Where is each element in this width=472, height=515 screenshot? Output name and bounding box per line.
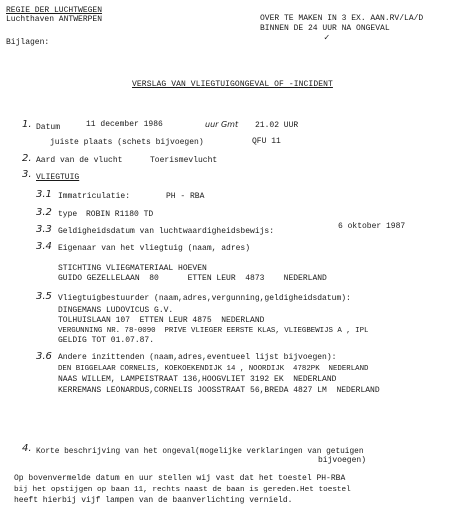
pilot-line-3: VERGUNNING NR. 78-0090 PRIVE VLIEGER EERSTE KLAS, VLIEGBEWIJS A , IPL — [58, 327, 369, 335]
place-label: juiste plaats (schets bijvoegen) — [50, 138, 204, 147]
section-3-3-number: 3.3 — [36, 224, 52, 235]
report-title: VERSLAG VAN VLIEGTUIGONGEVAL OF -INCIDENT — [132, 80, 333, 89]
section-3-number: 3. — [22, 169, 32, 180]
description-line-2: bij het opstijgen op baan 11, rechts naast de baan is gereden.Het toestel — [14, 486, 351, 494]
occupant-line-1: DEN BIGGELAAR CORNELIS, KOEKOEKENDIJK 14 , NOORDIJK 4782PK NEDERLAND — [58, 365, 369, 373]
pilot-line-2: TOLHUISLAAN 107 ETTEN LEUR 4875 NEDERLAND — [58, 316, 265, 325]
pilot-label: Vliegtuigbestuurder (naam,adres,vergunning,geldigheidsdatum): — [58, 294, 351, 303]
section-4-number: 4. — [22, 443, 32, 454]
registration-label: Immatriculatie: — [58, 192, 131, 201]
org-location: Luchthaven ANTWERPEN — [6, 15, 103, 24]
pilot-line-1: DINGEMANS LUDOVICUS G.V. — [58, 306, 174, 315]
time-label: uur Gmt — [205, 120, 239, 129]
section-3-2-number: 3.2 — [36, 207, 52, 218]
check-mark: ✓ — [324, 33, 330, 43]
description-line-1: Op bovenvermelde datum en uur stellen wij vast dat het toestel PH-RBA — [14, 474, 346, 483]
type-value: ROBIN R1180 TD — [86, 210, 154, 219]
submission-instructions-line2: BINNEN DE 24 UUR NA ONGEVAL — [260, 24, 390, 33]
airworthiness-value: 6 oktober 1987 — [338, 222, 406, 231]
aircraft-heading: VLIEGTUIG — [36, 173, 80, 182]
registration-value: PH - RBA — [166, 192, 205, 201]
section-3-1-number: 3.1 — [36, 189, 52, 200]
flight-type-label: Aard van de vlucht — [36, 156, 123, 165]
time-value: 21.02 UUR — [255, 121, 299, 130]
date-value: 11 december 1986 — [86, 120, 163, 129]
pilot-line-4: GELDIG TOT 01.07.87. — [58, 336, 155, 345]
section-3-4-number: 3.4 — [36, 241, 52, 252]
occupant-line-2: NAAS WILLEM, LAMPEISTRAAT 136,HOOGVLIET 3192 EK NEDERLAND — [58, 375, 337, 384]
org-name: REGIE DER LUCHTWEGEN — [6, 6, 103, 15]
flight-type-value: Toerismevlucht — [150, 156, 218, 165]
occupant-line-3: KERREMANS LEONARDUS,CORNELIS JOOSSTRAAT 56,BREDA 4827 LM NEDERLAND — [58, 386, 380, 395]
owner-label: Eigenaar van het vliegtuig (naam, adres) — [58, 244, 251, 253]
submission-instructions-line1: OVER TE MAKEN IN 3 EX. AAN.RV/LA/D — [260, 14, 424, 23]
section-3-6-number: 3.6 — [36, 351, 52, 362]
type-label: type — [58, 210, 78, 219]
airworthiness-label: Geldigheidsdatum van luchtwaardigheidsbewijs: — [58, 227, 275, 236]
attachments-label: Bijlagen: — [6, 38, 50, 47]
section-3-5-number: 3.5 — [36, 291, 52, 302]
occupants-label: Andere inzittenden (naam,adres,eventueel lijst bijvoegen): — [58, 353, 337, 362]
section-2-number: 2. — [22, 153, 32, 164]
owner-line-2: GUIDO GEZELLELAAN 80 ETTEN LEUR 4873 NEDERLAND — [58, 274, 327, 283]
description-line-3: heeft hierbij vijf lampen van de baanverlichting vernield. — [14, 496, 293, 505]
description-label-line-2: bijvoegen) — [318, 456, 367, 465]
place-value: QFU 11 — [252, 137, 281, 146]
owner-line-1: STICHTING VLIEGMATERIAAL HOEVEN — [58, 264, 207, 273]
date-label: Datum — [36, 123, 61, 132]
section-1-number: 1. — [22, 119, 32, 130]
description-label-line-1: Korte beschrijving van het ongeval(mogelijke verklaringen van getuigen — [36, 448, 364, 456]
